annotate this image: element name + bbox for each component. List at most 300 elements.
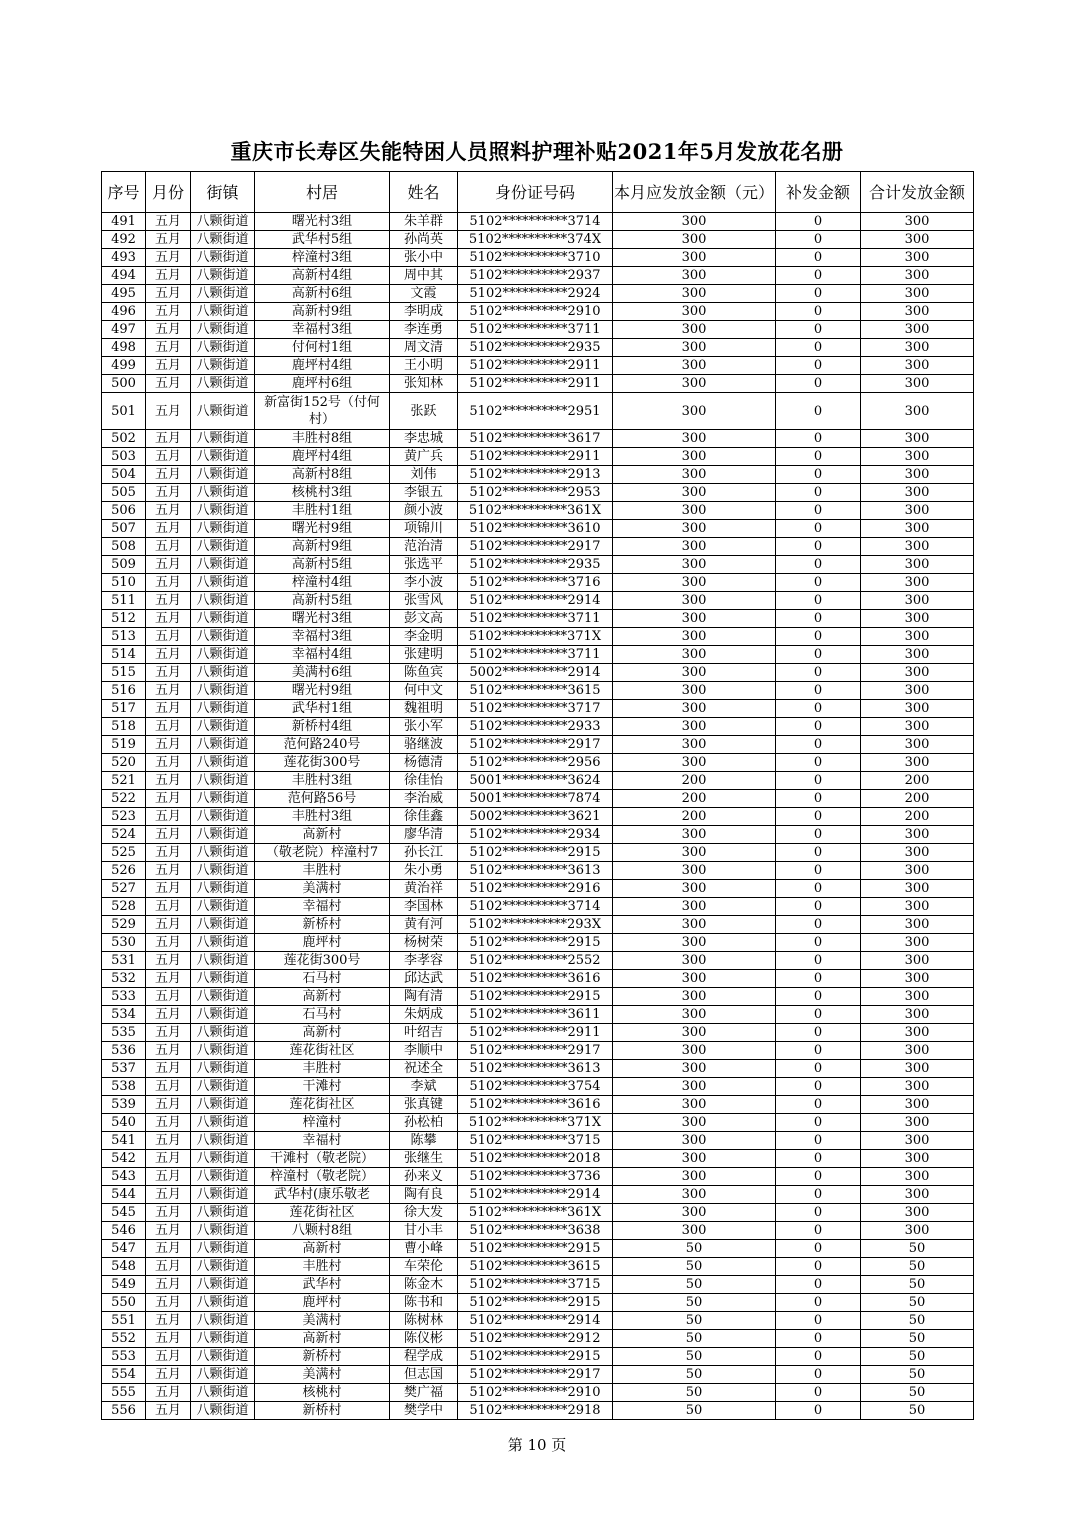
table-row: [102, 808, 974, 826]
cell-name: 樊学中: [390, 1402, 458, 1420]
cell-name: 樊广福: [390, 1384, 458, 1402]
cell-month: 五月: [146, 700, 191, 718]
cell-total: 300: [861, 1186, 974, 1204]
cell-amount-due: 300: [613, 682, 776, 700]
cell-month: 五月: [146, 610, 191, 628]
cell-supplement: 0: [776, 916, 861, 934]
cell-amount-due: 300: [613, 934, 776, 952]
cell-id-number: 5102**********2934: [458, 826, 613, 844]
cell-supplement: 0: [776, 1240, 861, 1258]
table-row: [102, 952, 974, 970]
cell-village: 曙光村9组: [255, 520, 390, 538]
cell-supplement: 0: [776, 574, 861, 592]
table-row: [102, 502, 974, 520]
cell-supplement: 0: [776, 970, 861, 988]
cell-total: 300: [861, 357, 974, 375]
table-row: [102, 1204, 974, 1222]
cell-index: 522: [102, 790, 146, 808]
cell-id-number: 5102**********2915: [458, 988, 613, 1006]
cell-month: 五月: [146, 1222, 191, 1240]
cell-index: 494: [102, 267, 146, 285]
cell-village: 丰胜村: [255, 862, 390, 880]
cell-total: 300: [861, 502, 974, 520]
cell-index: 508: [102, 538, 146, 556]
col-header-street: 街镇: [191, 172, 255, 213]
cell-amount-due: 300: [613, 502, 776, 520]
cell-index: 510: [102, 574, 146, 592]
cell-amount-due: 300: [613, 538, 776, 556]
cell-id-number: 5102**********2914: [458, 1312, 613, 1330]
cell-index: 543: [102, 1168, 146, 1186]
table-row: [102, 898, 974, 916]
table-row: [102, 303, 974, 321]
cell-village: 鹿坪村6组: [255, 375, 390, 393]
cell-index: 526: [102, 862, 146, 880]
cell-id-number: 5001**********3624: [458, 772, 613, 790]
cell-id-number: 5002**********3621: [458, 808, 613, 826]
cell-index: 505: [102, 484, 146, 502]
cell-street: 八颗街道: [191, 1222, 255, 1240]
cell-village: 美满村: [255, 880, 390, 898]
cell-village: 鹿坪村: [255, 934, 390, 952]
cell-total: 300: [861, 520, 974, 538]
cell-village: 梓潼村: [255, 1114, 390, 1132]
cell-supplement: 0: [776, 231, 861, 249]
cell-month: 五月: [146, 1240, 191, 1258]
cell-name: 张继生: [390, 1150, 458, 1168]
cell-total: 300: [861, 303, 974, 321]
cell-id-number: 5102**********2552: [458, 952, 613, 970]
cell-id-number: 5102**********3610: [458, 520, 613, 538]
cell-name: 文霞: [390, 285, 458, 303]
cell-street: 八颗街道: [191, 862, 255, 880]
cell-month: 五月: [146, 538, 191, 556]
cell-total: 300: [861, 916, 974, 934]
cell-street: 八颗街道: [191, 1348, 255, 1366]
cell-month: 五月: [146, 1366, 191, 1384]
cell-supplement: 0: [776, 1312, 861, 1330]
cell-street: 八颗街道: [191, 574, 255, 592]
cell-index: 495: [102, 285, 146, 303]
cell-name: 孙松柏: [390, 1114, 458, 1132]
cell-amount-due: 300: [613, 1024, 776, 1042]
cell-month: 五月: [146, 520, 191, 538]
cell-total: 300: [861, 1096, 974, 1114]
cell-supplement: 0: [776, 718, 861, 736]
table-row: [102, 700, 974, 718]
cell-name: 李小波: [390, 574, 458, 592]
cell-index: 516: [102, 682, 146, 700]
cell-name: 颜小波: [390, 502, 458, 520]
table-row: [102, 267, 974, 285]
cell-id-number: 5102**********2911: [458, 375, 613, 393]
cell-street: 八颗街道: [191, 700, 255, 718]
cell-index: 493: [102, 249, 146, 267]
cell-total: 300: [861, 1150, 974, 1168]
cell-id-number: 5102**********2915: [458, 844, 613, 862]
table-header-row: [102, 172, 974, 213]
cell-street: 八颗街道: [191, 556, 255, 574]
cell-village: 新富街152号（付何村）: [255, 393, 390, 430]
cell-id-number: 5102**********2913: [458, 466, 613, 484]
cell-name: 李国林: [390, 898, 458, 916]
cell-month: 五月: [146, 1024, 191, 1042]
cell-street: 八颗街道: [191, 502, 255, 520]
cell-street: 八颗街道: [191, 1006, 255, 1024]
cell-amount-due: 200: [613, 790, 776, 808]
cell-supplement: 0: [776, 628, 861, 646]
cell-name: 孙尚英: [390, 231, 458, 249]
cell-village: 鹿坪村4组: [255, 357, 390, 375]
cell-village: 莲花街社区: [255, 1204, 390, 1222]
cell-id-number: 5102**********3638: [458, 1222, 613, 1240]
cell-supplement: 0: [776, 430, 861, 448]
table-row: [102, 520, 974, 538]
cell-supplement: 0: [776, 1132, 861, 1150]
cell-month: 五月: [146, 1312, 191, 1330]
cell-street: 八颗街道: [191, 538, 255, 556]
cell-supplement: 0: [776, 1060, 861, 1078]
cell-index: 520: [102, 754, 146, 772]
table-row: [102, 718, 974, 736]
cell-village: 丰胜村8组: [255, 430, 390, 448]
cell-village: 丰胜村: [255, 1258, 390, 1276]
cell-month: 五月: [146, 790, 191, 808]
cell-id-number: 5102**********3613: [458, 862, 613, 880]
table-row: [102, 1276, 974, 1294]
cell-amount-due: 300: [613, 303, 776, 321]
cell-village: 高新村9组: [255, 303, 390, 321]
cell-street: 八颗街道: [191, 790, 255, 808]
cell-street: 八颗街道: [191, 1204, 255, 1222]
cell-name: 孙长江: [390, 844, 458, 862]
cell-supplement: 0: [776, 357, 861, 375]
cell-id-number: 5102**********361X: [458, 1204, 613, 1222]
col-header-total: 合计发放金额: [861, 172, 974, 213]
cell-name: 叶绍吉: [390, 1024, 458, 1042]
cell-village: 梓潼村4组: [255, 574, 390, 592]
cell-street: 八颗街道: [191, 1168, 255, 1186]
table-row: [102, 213, 974, 231]
cell-name: 李治威: [390, 790, 458, 808]
cell-street: 八颗街道: [191, 1258, 255, 1276]
col-header-village: 村居: [255, 172, 390, 213]
col-header-id-number: 身份证号码: [458, 172, 613, 213]
cell-supplement: 0: [776, 520, 861, 538]
cell-village: 武华村1组: [255, 700, 390, 718]
cell-name: 李明成: [390, 303, 458, 321]
cell-month: 五月: [146, 1042, 191, 1060]
cell-village: 美满村: [255, 1366, 390, 1384]
cell-total: 300: [861, 267, 974, 285]
cell-supplement: 0: [776, 1222, 861, 1240]
cell-id-number: 5102**********2918: [458, 1402, 613, 1420]
cell-street: 八颗街道: [191, 952, 255, 970]
cell-id-number: 5102**********361X: [458, 502, 613, 520]
cell-supplement: 0: [776, 1150, 861, 1168]
cell-month: 五月: [146, 1168, 191, 1186]
cell-total: 300: [861, 988, 974, 1006]
cell-street: 八颗街道: [191, 754, 255, 772]
cell-name: 范治清: [390, 538, 458, 556]
cell-id-number: 5102**********3717: [458, 700, 613, 718]
cell-month: 五月: [146, 952, 191, 970]
table-row: [102, 1312, 974, 1330]
table-row: [102, 285, 974, 303]
table-row: [102, 844, 974, 862]
cell-total: 300: [861, 538, 974, 556]
table-row: [102, 916, 974, 934]
cell-id-number: 5102**********3711: [458, 321, 613, 339]
cell-supplement: 0: [776, 1402, 861, 1420]
cell-supplement: 0: [776, 1384, 861, 1402]
cell-month: 五月: [146, 1186, 191, 1204]
cell-supplement: 0: [776, 1078, 861, 1096]
cell-street: 八颗街道: [191, 1330, 255, 1348]
cell-amount-due: 300: [613, 826, 776, 844]
cell-name: 彭文高: [390, 610, 458, 628]
cell-month: 五月: [146, 1258, 191, 1276]
cell-supplement: 0: [776, 934, 861, 952]
cell-amount-due: 300: [613, 1132, 776, 1150]
cell-village: 武华村(康乐敬老: [255, 1186, 390, 1204]
cell-amount-due: 300: [613, 952, 776, 970]
cell-amount-due: 300: [613, 556, 776, 574]
cell-village: 梓潼村3组: [255, 249, 390, 267]
cell-amount-due: 300: [613, 844, 776, 862]
cell-amount-due: 300: [613, 430, 776, 448]
cell-total: 300: [861, 448, 974, 466]
cell-village: 丰胜村3组: [255, 772, 390, 790]
cell-total: 300: [861, 375, 974, 393]
cell-amount-due: 300: [613, 970, 776, 988]
table-row: [102, 682, 974, 700]
cell-total: 300: [861, 1042, 974, 1060]
cell-name: 邱达武: [390, 970, 458, 988]
cell-index: 546: [102, 1222, 146, 1240]
cell-month: 五月: [146, 285, 191, 303]
cell-total: 50: [861, 1258, 974, 1276]
cell-id-number: 5102**********2915: [458, 934, 613, 952]
table-row: [102, 1132, 974, 1150]
cell-amount-due: 300: [613, 267, 776, 285]
cell-amount-due: 50: [613, 1240, 776, 1258]
cell-id-number: 5002**********2914: [458, 664, 613, 682]
cell-street: 八颗街道: [191, 1276, 255, 1294]
cell-month: 五月: [146, 682, 191, 700]
cell-month: 五月: [146, 1330, 191, 1348]
table-row: [102, 826, 974, 844]
cell-street: 八颗街道: [191, 736, 255, 754]
cell-supplement: 0: [776, 556, 861, 574]
cell-street: 八颗街道: [191, 1114, 255, 1132]
cell-total: 300: [861, 1060, 974, 1078]
cell-amount-due: 50: [613, 1384, 776, 1402]
cell-total: 50: [861, 1402, 974, 1420]
cell-village: 莲花街300号: [255, 952, 390, 970]
cell-index: 556: [102, 1402, 146, 1420]
cell-supplement: 0: [776, 772, 861, 790]
cell-street: 八颗街道: [191, 285, 255, 303]
table-row: [102, 754, 974, 772]
cell-supplement: 0: [776, 339, 861, 357]
cell-street: 八颗街道: [191, 1060, 255, 1078]
cell-village: 高新村: [255, 1024, 390, 1042]
cell-amount-due: 50: [613, 1258, 776, 1276]
cell-id-number: 5102**********3715: [458, 1276, 613, 1294]
cell-index: 512: [102, 610, 146, 628]
cell-month: 五月: [146, 664, 191, 682]
cell-total: 300: [861, 231, 974, 249]
page-title: 重庆市长寿区失能特困人员照料护理补贴2021年5月发放花名册: [230, 139, 844, 164]
cell-street: 八颗街道: [191, 339, 255, 357]
cell-name: 何中文: [390, 682, 458, 700]
cell-index: 503: [102, 448, 146, 466]
table-row: [102, 772, 974, 790]
cell-total: 300: [861, 970, 974, 988]
cell-village: 新桥村4组: [255, 718, 390, 736]
cell-index: 514: [102, 646, 146, 664]
cell-village: 鹿坪村: [255, 1294, 390, 1312]
cell-index: 547: [102, 1240, 146, 1258]
cell-id-number: 5102**********2917: [458, 1042, 613, 1060]
cell-village: 莲花街社区: [255, 1096, 390, 1114]
cell-month: 五月: [146, 880, 191, 898]
cell-amount-due: 300: [613, 610, 776, 628]
cell-month: 五月: [146, 484, 191, 502]
cell-total: 300: [861, 321, 974, 339]
cell-index: 528: [102, 898, 146, 916]
table-row: [102, 574, 974, 592]
cell-amount-due: 300: [613, 448, 776, 466]
cell-id-number: 5102**********3710: [458, 249, 613, 267]
cell-village: 高新村: [255, 826, 390, 844]
cell-total: 300: [861, 285, 974, 303]
cell-month: 五月: [146, 844, 191, 862]
cell-month: 五月: [146, 754, 191, 772]
cell-month: 五月: [146, 1114, 191, 1132]
cell-id-number: 5102**********371X: [458, 1114, 613, 1132]
cell-month: 五月: [146, 592, 191, 610]
cell-name: 陈金木: [390, 1276, 458, 1294]
cell-name: 徐大发: [390, 1204, 458, 1222]
cell-supplement: 0: [776, 538, 861, 556]
cell-month: 五月: [146, 772, 191, 790]
cell-total: 300: [861, 754, 974, 772]
table-row: [102, 1006, 974, 1024]
cell-supplement: 0: [776, 682, 861, 700]
cell-amount-due: 300: [613, 718, 776, 736]
table-row: [102, 1042, 974, 1060]
cell-amount-due: 300: [613, 1006, 776, 1024]
cell-id-number: 5102**********3754: [458, 1078, 613, 1096]
cell-month: 五月: [146, 988, 191, 1006]
table-row: [102, 448, 974, 466]
cell-id-number: 5102**********3715: [458, 1132, 613, 1150]
cell-name: 杨德清: [390, 754, 458, 772]
cell-month: 五月: [146, 1294, 191, 1312]
cell-total: 300: [861, 934, 974, 952]
cell-supplement: 0: [776, 1186, 861, 1204]
cell-index: 509: [102, 556, 146, 574]
cell-month: 五月: [146, 466, 191, 484]
cell-total: 300: [861, 1168, 974, 1186]
table-row: [102, 484, 974, 502]
cell-month: 五月: [146, 862, 191, 880]
cell-id-number: 5102**********2917: [458, 736, 613, 754]
cell-street: 八颗街道: [191, 1078, 255, 1096]
cell-amount-due: 300: [613, 466, 776, 484]
cell-month: 五月: [146, 1276, 191, 1294]
cell-month: 五月: [146, 393, 191, 430]
cell-name: 周中其: [390, 267, 458, 285]
cell-month: 五月: [146, 574, 191, 592]
table-body: [102, 213, 974, 1420]
table-row: [102, 664, 974, 682]
cell-supplement: 0: [776, 1042, 861, 1060]
table-row: [102, 466, 974, 484]
table-row: [102, 1024, 974, 1042]
cell-month: 五月: [146, 1348, 191, 1366]
cell-total: 300: [861, 393, 974, 430]
cell-village: 曙光村3组: [255, 213, 390, 231]
cell-index: 552: [102, 1330, 146, 1348]
cell-village: 鹿坪村4组: [255, 448, 390, 466]
cell-id-number: 5102**********2951: [458, 393, 613, 430]
cell-id-number: 5102**********2933: [458, 718, 613, 736]
cell-amount-due: 200: [613, 772, 776, 790]
cell-amount-due: 300: [613, 321, 776, 339]
cell-village: 莲花街300号: [255, 754, 390, 772]
cell-total: 300: [861, 646, 974, 664]
cell-month: 五月: [146, 808, 191, 826]
cell-index: 498: [102, 339, 146, 357]
cell-name: 王小明: [390, 357, 458, 375]
cell-id-number: 5102**********2910: [458, 1384, 613, 1402]
cell-id-number: 5102**********3736: [458, 1168, 613, 1186]
cell-village: 高新村9组: [255, 538, 390, 556]
cell-amount-due: 300: [613, 664, 776, 682]
roster-table: [101, 171, 974, 1420]
cell-supplement: 0: [776, 375, 861, 393]
cell-month: 五月: [146, 970, 191, 988]
cell-street: 八颗街道: [191, 466, 255, 484]
table-row: [102, 249, 974, 267]
table-row: [102, 970, 974, 988]
cell-amount-due: 50: [613, 1348, 776, 1366]
table-row: [102, 1258, 974, 1276]
cell-street: 八颗街道: [191, 357, 255, 375]
cell-total: 300: [861, 862, 974, 880]
cell-amount-due: 300: [613, 213, 776, 231]
table-row: [102, 357, 974, 375]
cell-amount-due: 50: [613, 1366, 776, 1384]
cell-amount-due: 200: [613, 808, 776, 826]
cell-supplement: 0: [776, 285, 861, 303]
cell-id-number: 5102**********2924: [458, 285, 613, 303]
cell-index: 549: [102, 1276, 146, 1294]
cell-name: 车荣伦: [390, 1258, 458, 1276]
cell-index: 550: [102, 1294, 146, 1312]
cell-total: 300: [861, 466, 974, 484]
cell-id-number: 5102**********3611: [458, 1006, 613, 1024]
cell-index: 491: [102, 213, 146, 231]
cell-village: 丰胜村1组: [255, 502, 390, 520]
cell-name: 张小中: [390, 249, 458, 267]
col-header-month: 月份: [146, 172, 191, 213]
cell-village: 幸福村3组: [255, 628, 390, 646]
cell-index: 506: [102, 502, 146, 520]
